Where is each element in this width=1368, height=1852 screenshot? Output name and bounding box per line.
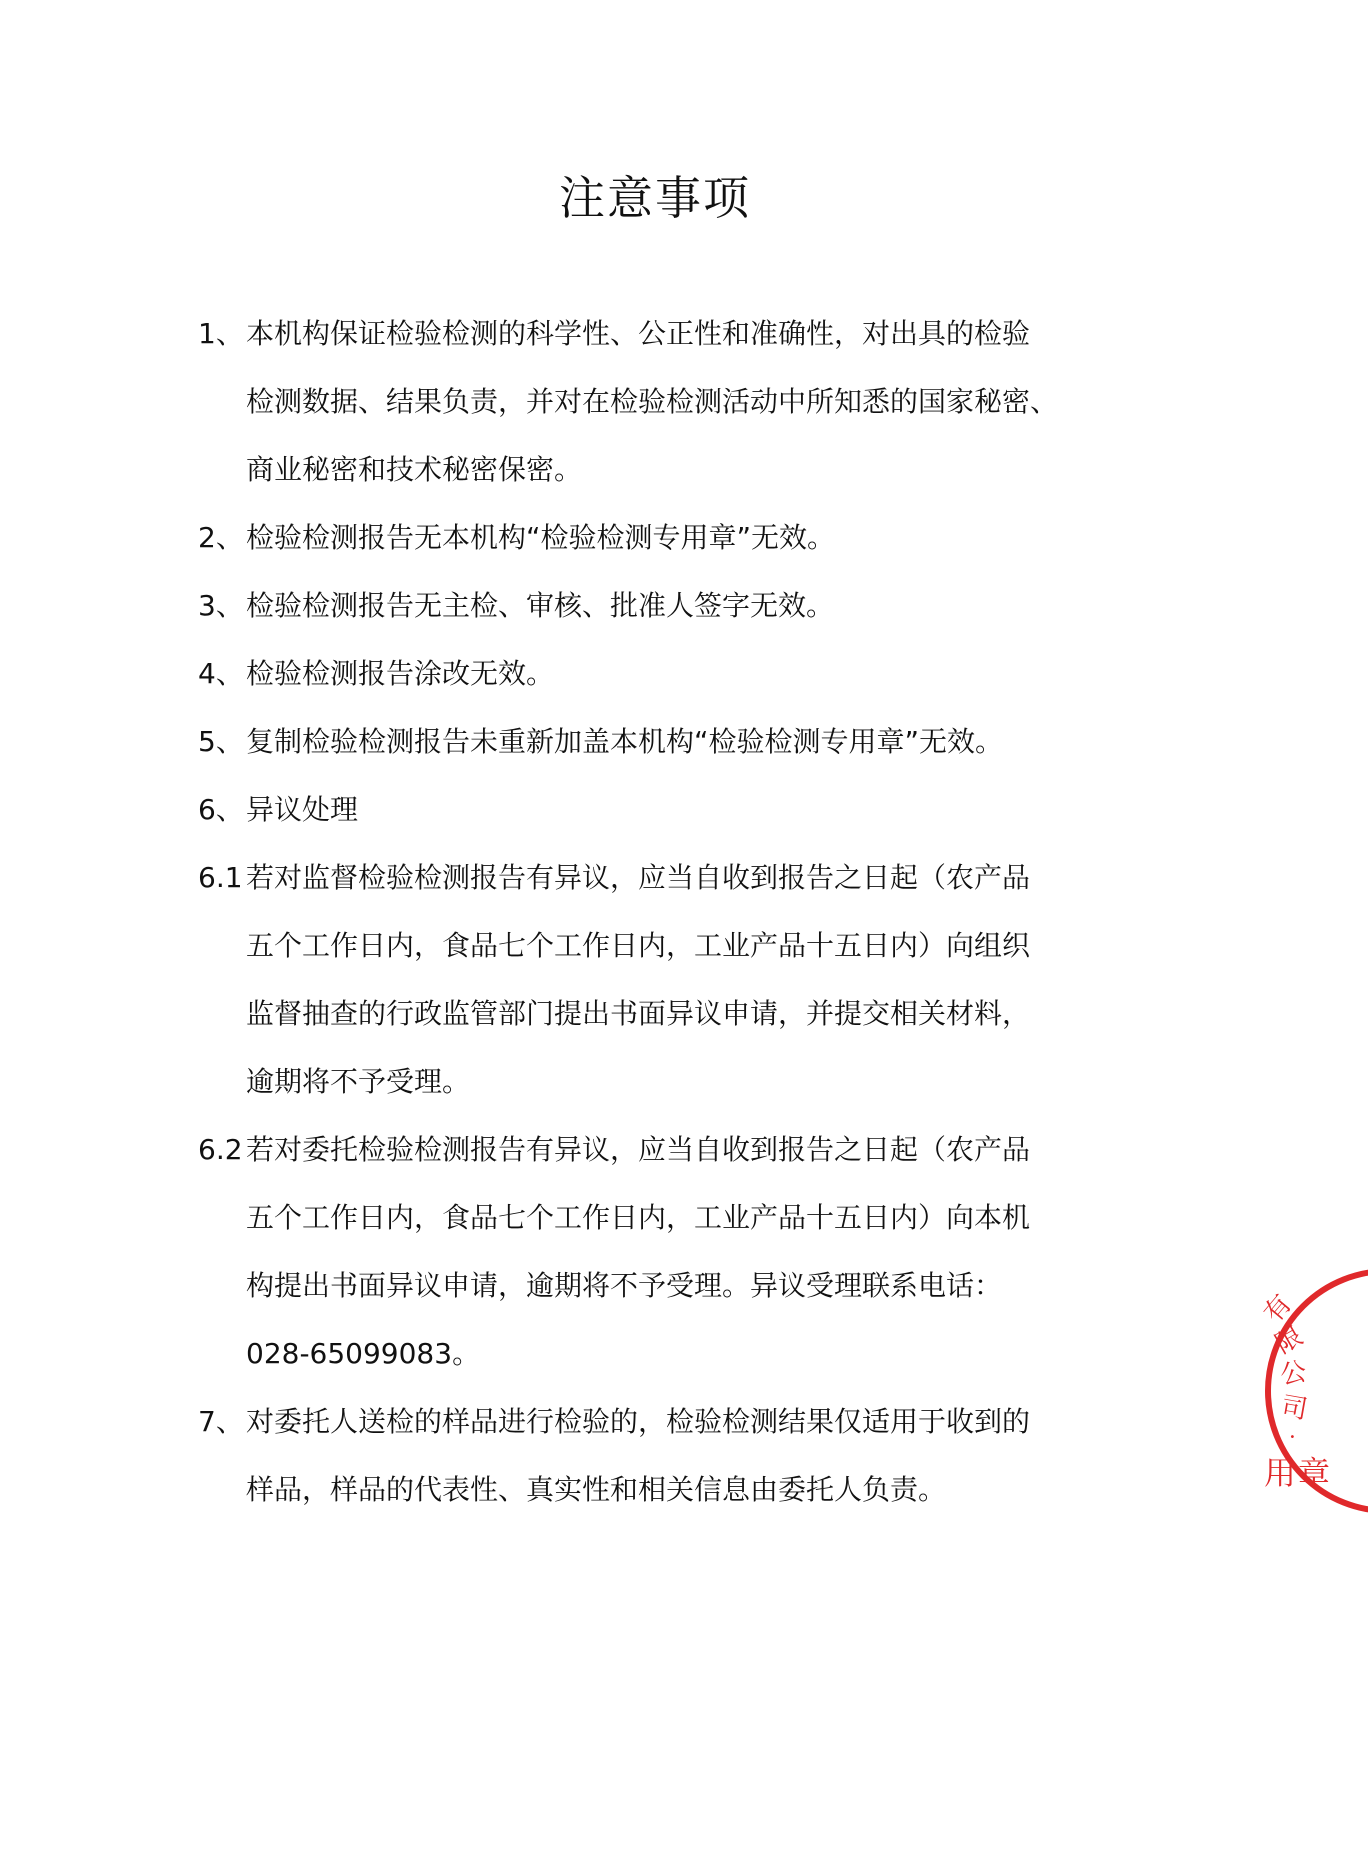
svg-text:限: 限 — [1270, 1321, 1309, 1361]
notice-item — [0, 504, 1310, 572]
svg-text:司: 司 — [1278, 1391, 1310, 1426]
svg-text:章: 章 — [1298, 1454, 1331, 1492]
notice-item-line: 五个工作日内，食品七个工作日内，工业产品十五日内）向本机 — [246, 1201, 1031, 1234]
notice-item-line: 若对委托检验检测报告有异议，应当自收到报告之日起（农产品 — [246, 1133, 1031, 1166]
notice-item-line: 本机构保证检验检测的科学性、公正性和准确性，对出具的检验 — [246, 317, 1031, 350]
notice-list — [0, 300, 1310, 1524]
notice-item-line: 监督抽查的行政监管部门提出书面异议申请，并提交相关材料， — [246, 997, 1031, 1030]
notice-item-number: 6.2 — [198, 1133, 243, 1166]
notice-item-number: 7、 — [198, 1405, 244, 1438]
svg-text:·: · — [1283, 1424, 1301, 1451]
notice-item-line: 商业秘密和技术秘密保密。 — [246, 453, 583, 486]
notice-item — [0, 640, 1310, 708]
notice-item-number: 6、 — [198, 793, 244, 826]
svg-text:公: 公 — [1278, 1356, 1309, 1391]
page-title: 注意事项 — [559, 171, 751, 225]
notice-item-number: 3、 — [198, 589, 244, 622]
notice-item — [0, 844, 1310, 1116]
official-seal-stamp — [1258, 1262, 1368, 1520]
notice-item — [0, 1116, 1310, 1388]
notice-item-line: 检验检测报告无主检、审核、批准人签字无效。 — [246, 589, 835, 622]
svg-text:有: 有 — [1258, 1289, 1299, 1329]
notice-item-line: 逾期将不予受理。 — [246, 1065, 471, 1098]
notice-item — [0, 300, 1310, 504]
notice-item-number: 1、 — [198, 317, 244, 350]
notice-item-line: 若对监督检验检测报告有异议，应当自收到报告之日起（农产品 — [246, 861, 1031, 894]
notice-item-number: 2、 — [198, 521, 244, 554]
notice-item — [0, 1388, 1310, 1524]
notice-item-number: 6.1 — [198, 861, 243, 894]
notice-item — [0, 572, 1310, 640]
notice-item — [0, 708, 1310, 776]
notice-item-line: 构提出书面异议申请，逾期将不予受理。异议受理联系电话： — [246, 1269, 1003, 1302]
svg-text:用: 用 — [1264, 1454, 1297, 1492]
notice-item-line: 028-65099083。 — [246, 1337, 481, 1370]
notice-item-number: 5、 — [198, 725, 244, 758]
notice-item-number: 4、 — [198, 657, 244, 690]
notice-item — [0, 776, 1310, 844]
notice-item-line: 异议处理 — [246, 793, 359, 826]
notice-item-line: 样品，样品的代表性、真实性和相关信息由委托人负责。 — [246, 1473, 947, 1506]
notice-item-line: 五个工作日内，食品七个工作日内，工业产品十五日内）向组织 — [246, 929, 1031, 962]
notice-item-line: 检验检测报告无本机构“检验检测专用章”无效。 — [246, 521, 836, 554]
notice-item-line: 对委托人送检的样品进行检验的，检验检测结果仅适用于收到的 — [246, 1405, 1031, 1438]
notice-item-line: 复制检验检测报告未重新加盖本机构“检验检测专用章”无效。 — [246, 725, 1004, 758]
notice-item-line: 检测数据、结果负责，并对在检验检测活动中所知悉的国家秘密、 — [246, 385, 1059, 418]
notice-item-line: 检验检测报告涂改无效。 — [246, 657, 555, 690]
